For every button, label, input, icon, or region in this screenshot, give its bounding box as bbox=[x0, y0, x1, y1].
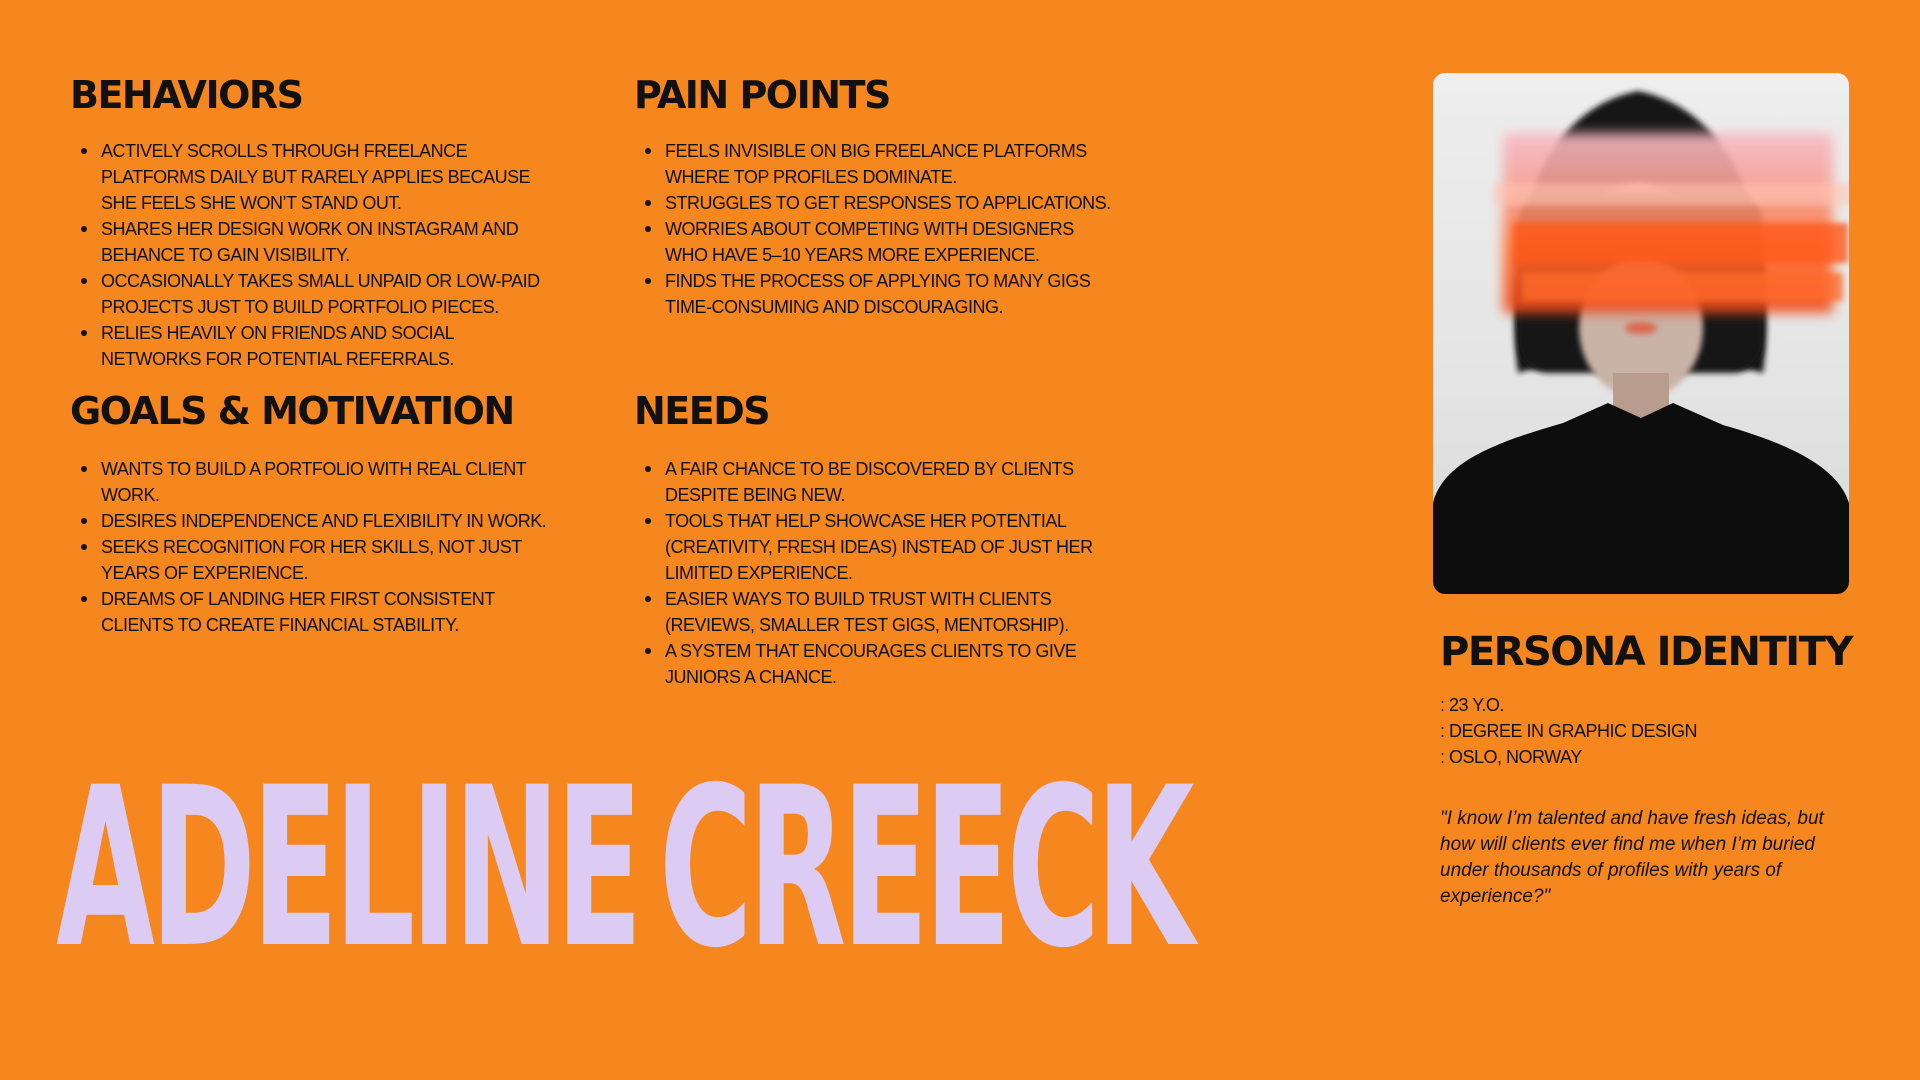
list-item: WANTS TO BUILD A PORTFOLIO WITH REAL CLIENT WORK. bbox=[70, 456, 550, 508]
list-item: WORRIES ABOUT COMPETING WITH DESIGNERS WHO HAVE 5–10 YEARS MORE EXPERIENCE. bbox=[634, 216, 1114, 268]
persona-facts bbox=[1440, 692, 1880, 770]
list-item: TOOLS THAT HELP SHOWCASE HER POTENTIAL (CREATIVITY, FRESH IDEAS) INSTEAD OF JUST HER LIMITED EXPERIENCE. bbox=[634, 508, 1114, 586]
persona-location: : OSLO, NORWAY bbox=[1440, 747, 1582, 767]
list-item: FEELS INVISIBLE ON BIG FREELANCE PLATFORMS WHERE TOP PROFILES DOMINATE. bbox=[634, 138, 1114, 190]
list-item: SHARES HER DESIGN WORK ON INSTAGRAM AND BEHANCE TO GAIN VISIBILITY. bbox=[70, 216, 550, 268]
list-item: FINDS THE PROCESS OF APPLYING TO MANY GIGS TIME-CONSUMING AND DISCOURAGING. bbox=[634, 268, 1114, 320]
list-item: RELIES HEAVILY ON FRIENDS AND SOCIAL NETWORKS FOR POTENTIAL REFERRALS. bbox=[70, 320, 550, 372]
persona-age: : 23 Y.O. bbox=[1440, 695, 1504, 715]
goals-section bbox=[70, 389, 550, 638]
list-item: A SYSTEM THAT ENCOURAGES CLIENTS TO GIVE JUNIORS A CHANCE. bbox=[634, 638, 1114, 690]
persona-identity-heading: PERSONA IDENTITY bbox=[1440, 629, 1852, 675]
list-item: OCCASIONALLY TAKES SMALL UNPAID OR LOW-PAID PROJECTS JUST TO BUILD PORTFOLIO PIECES. bbox=[70, 268, 550, 320]
needs-section bbox=[634, 389, 1114, 690]
behaviors-section bbox=[70, 73, 550, 372]
persona-quote: "I know I’m talented and have fresh ideas, but how will clients ever find me when I’m buried under thousands of profiles with years of experience?" bbox=[1440, 808, 1824, 907]
pain-points-heading: PAIN POINTS bbox=[634, 73, 890, 117]
list-item: SEEKS RECOGNITION FOR HER SKILLS, NOT JUST YEARS OF EXPERIENCE. bbox=[70, 534, 550, 586]
goals-list bbox=[70, 456, 550, 638]
behaviors-list bbox=[70, 138, 550, 372]
persona-name bbox=[56, 740, 1206, 996]
persona-identity bbox=[1440, 629, 1880, 770]
list-item: A FAIR CHANCE TO BE DISCOVERED BY CLIENTS DESPITE BEING NEW. bbox=[634, 456, 1114, 508]
persona-photo bbox=[1433, 73, 1849, 594]
needs-list bbox=[634, 456, 1114, 690]
goals-heading: GOALS & MOTIVATION bbox=[70, 389, 514, 433]
behaviors-heading: BEHAVIORS bbox=[70, 73, 303, 117]
persona-last-name: CREECK bbox=[659, 740, 1190, 996]
persona-first-name: ADELINE bbox=[56, 740, 639, 996]
persona-portrait-image bbox=[1433, 73, 1849, 594]
persona-education: : DEGREE IN GRAPHIC DESIGN bbox=[1440, 721, 1698, 741]
list-item: ACTIVELY SCROLLS THROUGH FREELANCE PLATFORMS DAILY BUT RARELY APPLIES BECAUSE SHE FEELS SHE WON’T STAND OUT. bbox=[70, 138, 550, 216]
needs-heading: NEEDS bbox=[634, 389, 770, 433]
list-item: DREAMS OF LANDING HER FIRST CONSISTENT CLIENTS TO CREATE FINANCIAL STABILITY. bbox=[70, 586, 550, 638]
pain-points-section bbox=[634, 73, 1114, 320]
list-item: DESIRES INDEPENDENCE AND FLEXIBILITY IN WORK. bbox=[70, 508, 550, 534]
pain-points-list bbox=[634, 138, 1114, 320]
list-item: EASIER WAYS TO BUILD TRUST WITH CLIENTS (REVIEWS, SMALLER TEST GIGS, MENTORSHIP). bbox=[634, 586, 1114, 638]
list-item: STRUGGLES TO GET RESPONSES TO APPLICATIONS. bbox=[634, 190, 1114, 216]
